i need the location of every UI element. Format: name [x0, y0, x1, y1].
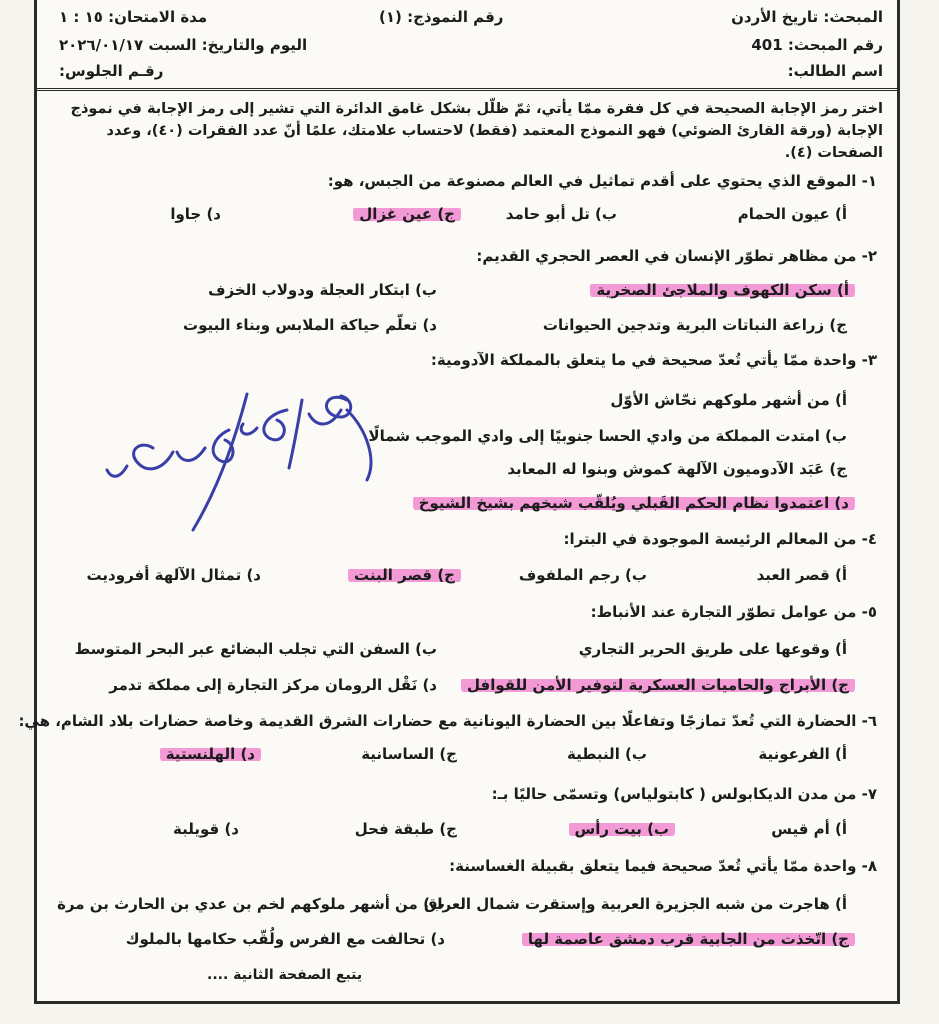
question-3-option-b[interactable]: ب) امتدت المملكة من وادي الحسا جنوبيًا إلى وادي الموجب شمالًا — [368, 427, 847, 445]
question-3-option-d[interactable]: د) اعتمدوا نظام الحكم القَبلي ويُلقّب شيخهم بشيخ الشيوخ — [413, 494, 855, 512]
question-5-option-a[interactable]: أ) وقوعها على طريق الحرير التجاري — [578, 640, 847, 658]
question-1-option-b[interactable]: ب) تل أبو حامد — [505, 205, 617, 223]
question-6-option-a[interactable]: أ) الفرعونية — [758, 745, 847, 763]
question-7-option-b[interactable]: ب) بيت رأس — [569, 820, 675, 838]
question-2-option-a[interactable]: أ) سكن الكهوف والملاجئ الصخرية — [590, 281, 855, 299]
exam-header — [37, 0, 897, 88]
question-7-option-a[interactable]: أ) أم قيس — [771, 820, 847, 838]
question-2-option-b[interactable]: ب) ابتكار العجلة ودولاب الخزف — [208, 281, 437, 299]
question-2-option-c[interactable]: ج) زراعة النباتات البرية وتدجين الحيوانات — [542, 316, 847, 334]
student-name-field: اسم الطالب: — [787, 62, 883, 80]
instructions-text: اختر رمز الإجابة الصحيحة في كل فقرة ممّا يأتي، ثمّ ظلّل بشكل غامق الدائرة التي تشير إلى رمز الإجابة في نموذج الإجابة (ورقة القارئ الضوئي) فهو النموذج المعتمد (فقط) لاحتساب علامتك، علمًا أنّ عدد الفقرات (٤٠)، وعدد الصفحات (٤). — [70, 101, 883, 161]
question-4-option-d[interactable]: د) تمثال الآلهة أفروديت — [86, 566, 261, 584]
question-8-option-c[interactable]: ج) اتّخذت من الجابية قرب دمشق عاصمة لها — [522, 930, 855, 948]
question-5-option-c[interactable]: ج) الأبراج والحاميات العسكرية لتوفير الأمن للقوافل — [461, 676, 855, 694]
question-8-option-a[interactable]: أ) هاجرت من شبه الجزيرة العربية وإستقرت شمال العراق — [423, 895, 847, 913]
subject-label: المبحث: تاريخ الأردن — [731, 8, 883, 26]
question-1-option-c[interactable]: ج) عين غزال — [353, 205, 461, 223]
question-1: ١- الموقع الذي يحتوي على أقدم تماثيل في العالم مصنوعة من الجبس، هو: — [327, 172, 877, 190]
question-5: ٥- من عوامل تطوّر التجارة عند الأنباط: — [590, 603, 877, 621]
header-divider — [37, 88, 897, 91]
question-4: ٤- من المعالم الرئيسة الموجودة في البترا: — [563, 530, 877, 548]
exam-sheet — [18, 0, 900, 1004]
continue-next-page-note: يتبع الصفحة الثانية .... — [207, 967, 363, 983]
question-3: ٣- واحدة ممّا يأتي تُعدّ صحيحة في ما يتعلق بالمملكة الآدومية: — [430, 351, 877, 369]
subject-number: رقم المبحث: 401 — [751, 36, 883, 54]
question-6-option-b[interactable]: ب) النبطية — [566, 745, 647, 763]
question-4-option-a[interactable]: أ) قصر العبد — [756, 566, 847, 584]
exam-duration: مدة الامتحان: ١٥ : ١ — [59, 8, 208, 26]
question-4-option-b[interactable]: ب) رجم الملفوف — [518, 566, 647, 584]
question-7-option-d[interactable]: د) قويلبة — [173, 820, 239, 838]
question-7-option-c[interactable]: ج) طبقة فحل — [354, 820, 457, 838]
question-1-option-d[interactable]: د) جاوا — [170, 205, 221, 223]
question-6: ٦- الحضارة التي تُعدّ تمازجًا وتفاعلًا بين الحضارة اليونانية مع حضارات الشرق القديمة وخاصة حضارات بلاد الشام، هي: — [18, 712, 877, 730]
signature-handwriting-icon — [97, 370, 397, 540]
question-8-option-b[interactable]: ب) من أشهر ملوكهم لخم بن عدي بن الحارث بن مرة — [57, 895, 445, 913]
question-5-option-b[interactable]: ب) السفن التي تجلب البضائع عبر البحر المتوسط — [74, 640, 437, 658]
question-4-option-c[interactable]: ج) قصر البنت — [348, 566, 461, 584]
question-6-option-d[interactable]: د) الهلنستية — [160, 745, 261, 763]
question-3-option-a[interactable]: أ) من أشهر ملوكهم نحّاش الأوّل — [610, 391, 847, 409]
question-3-option-c[interactable]: ج) عَبَد الآدوميون الآلهة كموش وبنوا له المعابد — [507, 460, 847, 478]
question-7: ٧- من مدن الديكابولس ( كابتولياس) وتسمّى حاليًا بـ: — [491, 785, 877, 803]
model-number: رقم النموذج: (١) — [379, 8, 504, 26]
question-1-option-a[interactable]: أ) عيون الحمام — [737, 205, 847, 223]
question-6-option-c[interactable]: ج) الساسانية — [361, 745, 457, 763]
question-2-option-d[interactable]: د) تعلّم حياكة الملابس وبناء البيوت — [183, 316, 437, 334]
question-8-option-d[interactable]: د) تحالفت مع الفرس ولُقّب حكامها بالملوك — [125, 930, 445, 948]
seat-number-field: رقـم الجلوس: — [59, 62, 164, 80]
question-5-option-d[interactable]: د) نَقْل الرومان مركز التجارة إلى مملكة تدمر — [109, 676, 437, 694]
question-8: ٨- واحدة ممّا يأتي تُعدّ صحيحة فيما يتعلق بقبيلة الغساسنة: — [449, 857, 877, 875]
question-2: ٢- من مظاهر تطوّر الإنسان في العصر الحجري القديم: — [476, 247, 877, 265]
exam-day-date: اليوم والتاريخ: السبت ٢٠٢٦/٠١/١٧ — [59, 36, 308, 54]
